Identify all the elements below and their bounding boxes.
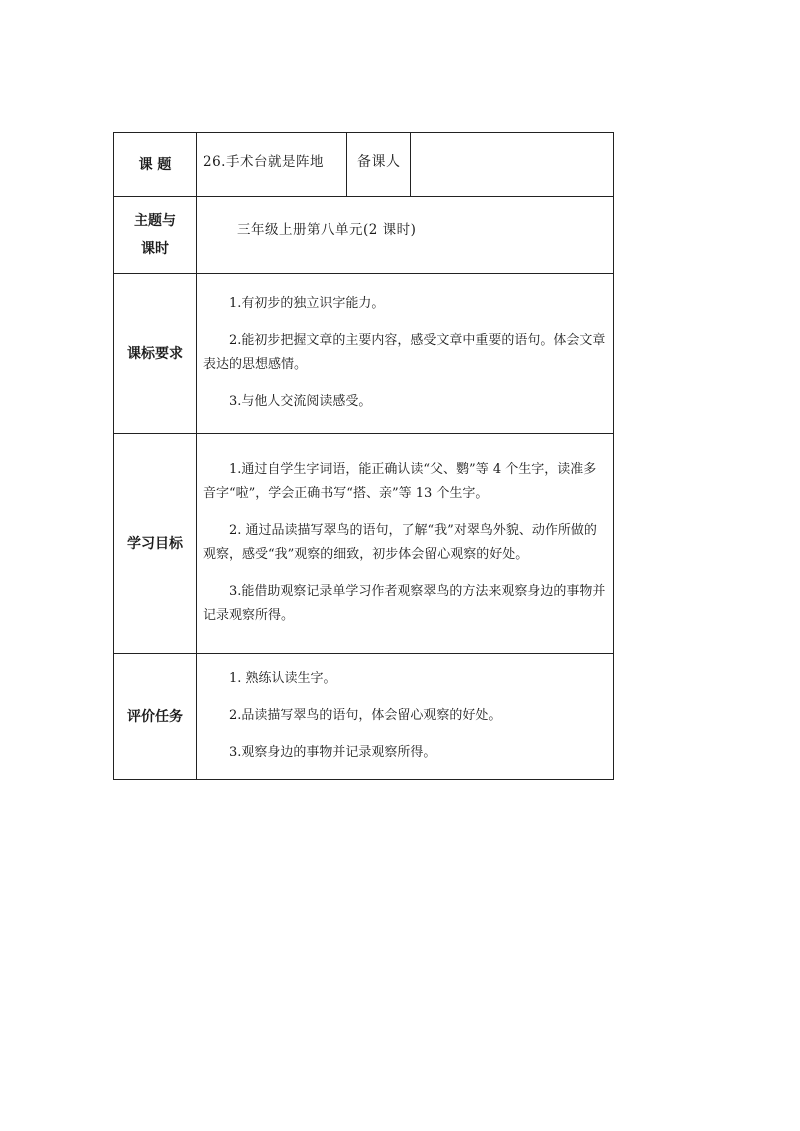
objectives-content-cell: [197, 434, 614, 654]
lesson-plan-table: [113, 132, 614, 780]
tasks-item: 1. 熟练认读生字。: [229, 670, 337, 686]
lesson-title: 26.手术台就是阵地: [203, 154, 324, 170]
standards-item: 3.与他人交流阅读感受。: [229, 393, 372, 409]
tasks-label-cell: [114, 654, 197, 780]
preparer-value-cell: [411, 133, 614, 197]
tasks-content-cell: [197, 654, 614, 780]
theme-label-line2: 课时: [141, 241, 169, 257]
title-label-cell: [114, 133, 197, 197]
theme-value-cell: [197, 197, 614, 274]
objectives-label-cell: [114, 434, 197, 654]
title-value-cell: [197, 133, 347, 197]
tasks-label: 评价任务: [127, 708, 183, 725]
table-row-tasks: [114, 654, 614, 780]
standards-label-cell: [114, 274, 197, 434]
preparer-label: 备课人: [357, 154, 401, 170]
objectives-item: 3.能借助观察记录单学习作者观察翠鸟的方法来观察身边的事物并记录观察所得。: [203, 583, 606, 623]
preparer-label-cell: [347, 133, 411, 197]
standards-item: 1.有初步的独立识字能力。: [229, 295, 385, 311]
theme-value: 三年级上册第八单元(2 课时): [237, 222, 417, 238]
objectives-label: 学习目标: [127, 535, 183, 552]
table-row-theme: [114, 197, 614, 274]
standards-label: 课标要求: [127, 345, 183, 362]
theme-label-cell: [114, 197, 197, 274]
table-row-objectives: [114, 434, 614, 654]
standards-content-cell: [197, 274, 614, 434]
theme-label-line1: 主题与: [134, 213, 176, 229]
table-row-standards: [114, 274, 614, 434]
tasks-item: 2.品读描写翠鸟的语句，体会留心观察的好处。: [229, 707, 502, 723]
objectives-item: 2. 通过品读描写翠鸟的语句，了解“我”对翠鸟外貌、动作所做的观察，感受“我”观察的细致，初步体会留心观察的好处。: [203, 522, 597, 562]
table-row-title: [114, 133, 614, 197]
title-label: 课 题: [138, 156, 172, 173]
tasks-item: 3.观察身边的事物并记录观察所得。: [229, 744, 437, 760]
standards-item: 2.能初步把握文章的主要内容，感受文章中重要的语句。体会文章表达的思想感情。: [203, 332, 606, 372]
objectives-item: 1.通过自学生字词语，能正确认读“父、鹦”等 4 个生字，读准多音字“啦”，学会正确书写“搭、亲”等 13 个生字。: [203, 461, 597, 501]
